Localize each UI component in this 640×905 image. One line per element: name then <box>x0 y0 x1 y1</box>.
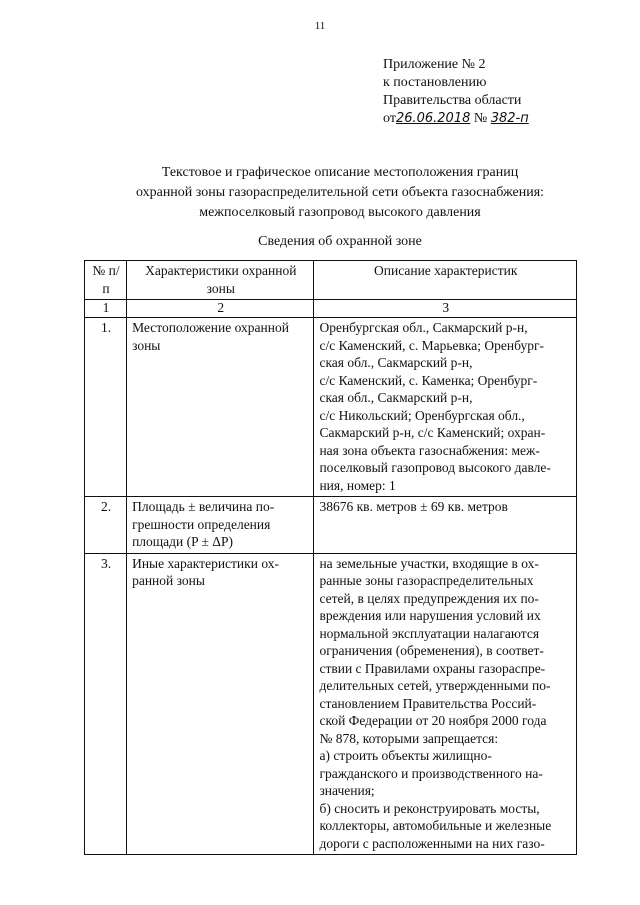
cell-line: ная зона объекта газоснабжения: меж- <box>319 442 540 458</box>
appendix-line: к постановлению <box>383 75 487 90</box>
cell-line: Иные характеристики ох- <box>132 555 279 571</box>
cell-line: с/с Каменский, с. Марьевка; Оренбург- <box>319 337 544 353</box>
column-number-row <box>85 300 577 318</box>
cell-line: делительных сетей, утвержденными по- <box>319 678 551 693</box>
cell-line: Площадь ± величина по- <box>132 499 275 514</box>
cell-line: ствии с Правилами охраны газораспре- <box>319 660 546 676</box>
cell-line: значения; <box>319 783 375 798</box>
cell-line: становлением Правительства Россий- <box>319 695 537 711</box>
handwritten-date: 26.06.2018 <box>395 111 471 126</box>
row-characteristic <box>127 318 314 497</box>
title-line: Текстовое и графическое описание местоположения границ <box>161 165 519 180</box>
date-prefix: от <box>383 111 396 126</box>
title-line: охранной зоны газораспределительной сети объекта газоснабжения: <box>135 185 545 200</box>
section-title: Сведения об охранной зоне <box>258 234 422 249</box>
cell-line: Оренбургская обл., Сакмарский р-н, <box>319 320 528 335</box>
row-num: 1. <box>85 318 127 497</box>
row-description <box>314 497 577 554</box>
header-description: Описание характеристик <box>314 261 577 300</box>
cell-line: ранной зоны <box>132 573 205 588</box>
row-description <box>314 553 577 855</box>
number-prefix: № <box>473 111 488 126</box>
cell-line: ская обл., Сакмарский р-н, <box>319 390 473 405</box>
title-line: межпоселковый газопровод высокого давления <box>199 205 481 220</box>
column-number: 2 <box>127 300 314 318</box>
appendix-date-line <box>383 110 529 128</box>
cell-line: ской Федерации от 20 ноября 2000 года <box>319 713 547 728</box>
cell-line: площади (P ± ΔP) <box>132 534 233 549</box>
table-header-row <box>85 261 577 300</box>
zone-info-table <box>84 260 577 855</box>
cell-line: ограничения (обременения), в соответ- <box>319 643 544 658</box>
cell-line: сетей, в целях предупреждения их по- <box>319 590 539 606</box>
cell-line: на земельные участки, входящие в ох- <box>319 555 539 571</box>
cell-line: с/с Никольский; Оренбургская обл., <box>319 407 525 423</box>
table-row <box>85 497 577 554</box>
cell-line: с/с Каменский, с. Каменка; Оренбург- <box>319 372 538 388</box>
cell-line: а) строить объекты жилищно- <box>319 748 492 763</box>
cell-line: ская обл., Сакмарский р-н, <box>319 355 473 370</box>
cell-line: ния, номер: 1 <box>319 477 396 493</box>
row-description <box>314 318 577 497</box>
appendix-line: Правительства области <box>383 93 522 108</box>
row-characteristic <box>127 553 314 855</box>
cell-line: 38676 кв. метров ± 69 кв. метров <box>319 499 508 514</box>
cell-line: нормальной эксплуатации налагаются <box>319 625 540 641</box>
row-num: 3. <box>85 553 127 855</box>
header-characteristic: Характеристики охранной зоны <box>127 261 314 300</box>
appendix-line: Приложение № 2 <box>383 57 486 72</box>
column-number: 3 <box>314 300 577 318</box>
page-number: 11 <box>314 20 326 32</box>
cell-line: грешности определения <box>132 516 271 532</box>
cell-line: ранные зоны газораспределительных <box>319 573 534 588</box>
cell-line: Местоположение охранной <box>132 320 289 335</box>
cell-line: коллекторы, автомобильные и железные <box>319 818 552 833</box>
cell-line: поселковый газопровод высокого давле- <box>319 460 551 475</box>
row-characteristic <box>127 497 314 554</box>
table-row <box>85 318 577 497</box>
cell-line: вреждения или нарушения условий их <box>319 608 541 623</box>
header-num: № п/п <box>85 261 127 300</box>
cell-line: б) сносить и реконструировать мосты, <box>319 800 540 816</box>
cell-line: Сакмарский р-н, с/с Каменский; охран- <box>319 425 546 440</box>
document-title <box>60 163 620 223</box>
column-number: 1 <box>85 300 127 318</box>
cell-line: гражданского и производственного на- <box>319 765 543 781</box>
handwritten-number: 382-п <box>490 111 529 126</box>
appendix-block <box>383 56 529 128</box>
cell-line: № 878, которыми запрещается: <box>319 730 499 746</box>
row-num: 2. <box>85 497 127 554</box>
table-row <box>85 553 577 855</box>
cell-line: зоны <box>132 337 161 353</box>
cell-line: дороги с расположенными на них газо- <box>319 835 545 851</box>
